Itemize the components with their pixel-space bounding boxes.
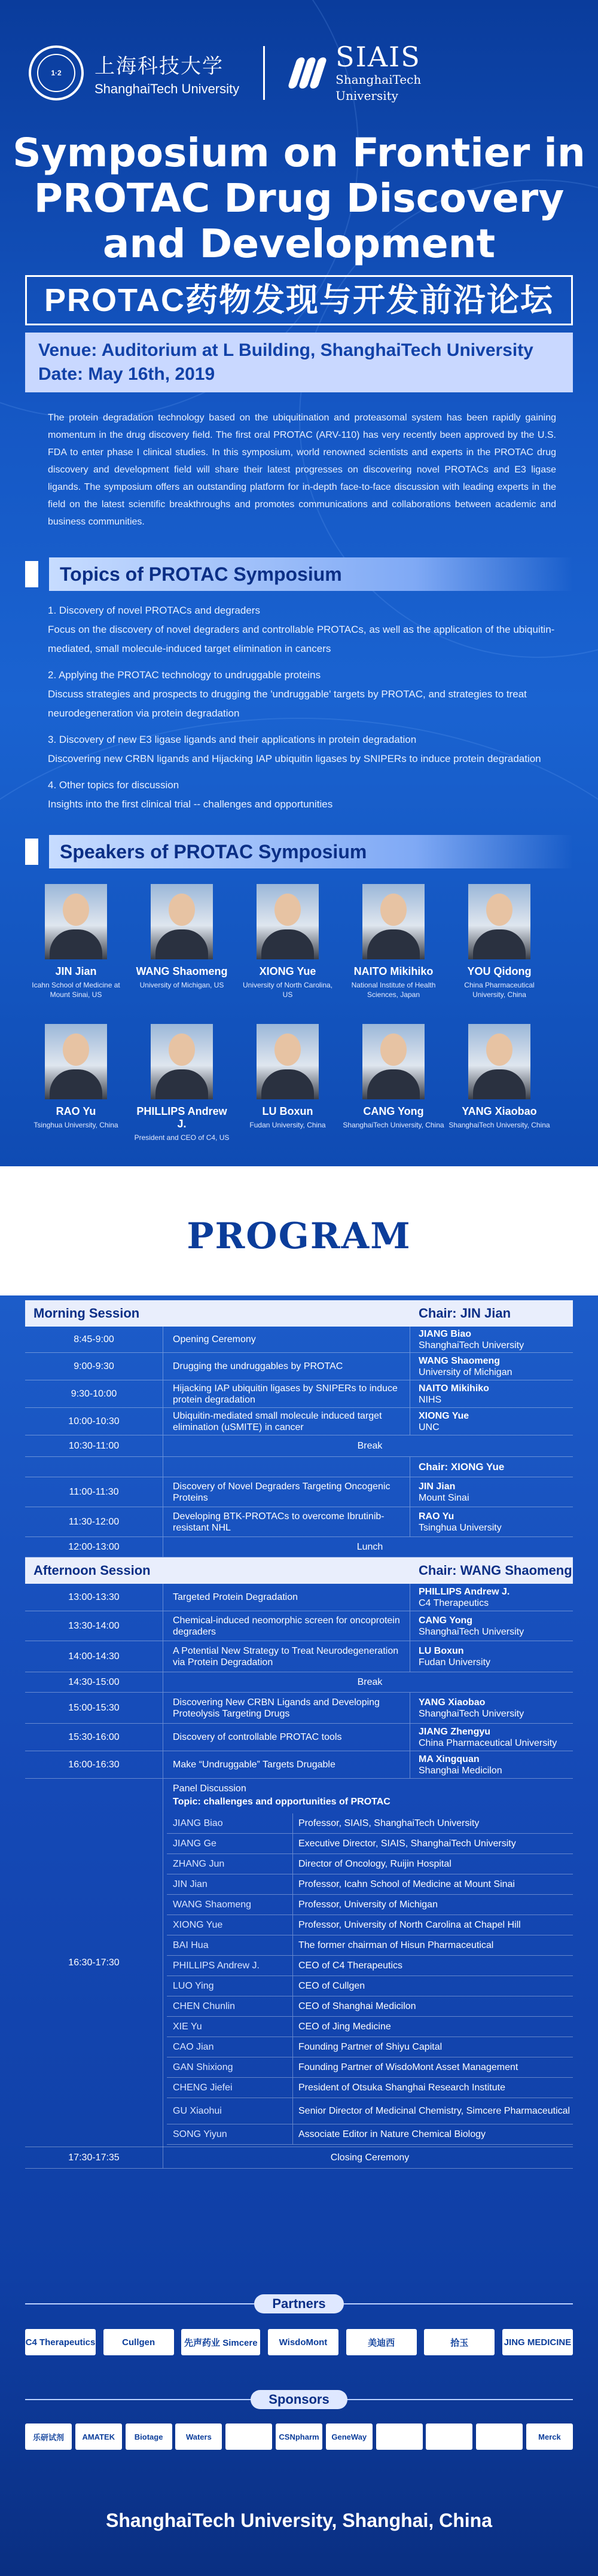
speaker-photo: [45, 1024, 107, 1099]
row-speaker: [414, 1724, 573, 1751]
program-row: [25, 1507, 573, 1537]
row-speaker: [414, 1353, 573, 1380]
siais-name: SIAIS: [335, 41, 421, 73]
sponsor-logo: [225, 2423, 272, 2450]
speaker-name: PHILLIPS Andrew J.: [419, 1586, 510, 1597]
sponsors-heading-label: Sponsors: [251, 2390, 347, 2409]
speaker-name: RAO Yu: [419, 1511, 454, 1522]
speaker-affiliation: China Pharmaceutical University, China: [464, 981, 535, 999]
column-divider: [292, 1996, 293, 2016]
column-divider: [292, 2017, 293, 2037]
program-row: [25, 1584, 573, 1611]
row-title: Developing BTK-PROTACs to overcome Ibrutinib-resistant NHL: [173, 1511, 385, 1533]
speaker-card: [343, 1024, 444, 1130]
panel-time: 16:30-17:30: [68, 1958, 120, 1968]
speaker-photo: [362, 1024, 425, 1099]
partners-heading: [25, 2294, 573, 2313]
speaker-photo: [257, 1024, 319, 1099]
partner-logo: 拾玉: [424, 2329, 495, 2355]
photo-body: [261, 929, 314, 959]
program-row: [25, 1672, 573, 1693]
speaker-name: XIONG Yue: [259, 965, 316, 977]
speaker-card: [343, 884, 444, 999]
photo-head: [169, 894, 195, 926]
photo-body: [155, 929, 208, 959]
speaker-photo: [468, 884, 530, 959]
speaker-affiliation: University of Michigan: [419, 1367, 512, 1377]
speaker-affiliation: National Institute of Health Sciences, Japan: [351, 981, 436, 999]
speaker-affiliation: Fudan University: [419, 1657, 491, 1667]
speaker-name: JIN Jian: [419, 1481, 456, 1492]
university-seal-icon: [29, 45, 84, 100]
panel-member-role: Executive Director, SIAIS, ShanghaiTech University: [298, 1839, 516, 1849]
panel-member-role: Founding Partner of Shiyu Capital: [298, 2042, 443, 2052]
photo-head: [63, 894, 89, 926]
panel-member-row: [167, 2057, 573, 2078]
speaker-name: CANG Yong: [363, 1105, 424, 1117]
speaker-affiliation: Tsinghua University: [419, 1522, 502, 1533]
sponsor-logo: [426, 2423, 472, 2450]
row-time: 13:30-14:00: [68, 1620, 120, 1631]
speaker-name: YANG Xiaobao: [462, 1105, 537, 1117]
panel-member-name: BAI Hua: [173, 1940, 209, 1950]
speaker-affiliation: Icahn School of Medicine at Mount Sinai, US: [32, 981, 120, 999]
speaker-affiliation: University of Michigan, US: [139, 981, 224, 989]
row-title: A Potential New Strategy to Treat Neurodegeneration via Protein Degradation: [173, 1645, 399, 1667]
partner-logo: JING MEDICINE: [502, 2329, 573, 2355]
speaker-affiliation: ShanghaiTech University: [419, 1626, 524, 1637]
speaker-card: [131, 884, 233, 990]
row-break: Break: [357, 1440, 383, 1451]
panel-member-name: XIONG Yue: [173, 1919, 223, 1930]
partner-logo: WisdoMont: [268, 2329, 338, 2355]
speaker-name: WANG Shaomeng: [136, 965, 228, 977]
speaker-affiliation: ShanghaiTech University: [419, 1340, 524, 1351]
date-line: Date: May 16th, 2019: [38, 364, 215, 384]
siais-sub2: University: [335, 89, 398, 103]
panel-member-role: The former chairman of Hisun Pharmaceutical: [298, 1940, 494, 1950]
intro-paragraph: The protein degradation technology based on the ubiquitination and proteasomal system has been rapidly gaining momentum in the drug discovery field. The first oral PROTAC (ARV-110) has very recently been approved by the U.S. FDA to enter phase I clinical studies. In this symposium, world renowned scientists and experts in the PROTAC drug discovery and development field will share their latest progresses on discovering novel PROTACs and E3 ligase ligands. The symposium offers an outstanding platform for in-depth face-to-face discussion with leading experts in the field on the latest scientific breakthroughs and promotes communications and collaborations between academic and business communities.: [48, 413, 556, 527]
program-row: [25, 1751, 573, 1779]
panel-member-name: CAO Jian: [173, 2041, 214, 2052]
row-time: 8:45-9:00: [74, 1334, 114, 1345]
panel-member-role: Professor, University of Michigan: [298, 1900, 438, 1910]
speaker-name: NAITO Mikihiko: [419, 1383, 489, 1394]
partner-logo: Cullgen: [103, 2329, 174, 2355]
panel-member-name: JIANG Ge: [173, 1838, 216, 1849]
panel-member-name: LUO Ying: [173, 1980, 214, 1991]
row-title: Discovering New CRBN Ligands and Developing Proteolysis Targeting Drugs: [173, 1697, 380, 1719]
program-row: [25, 1641, 573, 1672]
panel-member-row: [167, 1935, 573, 1956]
photo-head: [63, 1034, 89, 1066]
panel-member-name: GU Xiaohui: [173, 2105, 222, 2116]
speaker-photo: [257, 884, 319, 959]
panel-member-role: President of Otsuka Shanghai Research Institute: [298, 2083, 505, 2093]
photo-head: [486, 1034, 512, 1066]
sponsor-logos: [25, 2423, 573, 2450]
title-cn: PROTAC药物发现与开发前沿论坛: [25, 275, 573, 325]
panel-member-row: [167, 2124, 573, 2145]
program-row: [25, 1353, 573, 1380]
speaker-name: PHILLIPS Andrew J.: [136, 1105, 227, 1130]
column-divider: [292, 1935, 293, 1955]
logo-divider: [263, 46, 265, 100]
panel-member-role: Professor, SIAIS, ShanghaiTech University: [298, 1818, 480, 1828]
venue-band: [25, 333, 573, 392]
photo-head: [486, 894, 512, 926]
row-speaker: [414, 1327, 573, 1352]
row-title: Discovery of Novel Degraders Targeting Oncogenic Proteins: [173, 1481, 390, 1503]
sponsor-logo: [476, 2423, 523, 2450]
topic-title: 1. Discovery of novel PROTACs and degraders: [48, 605, 260, 616]
speaker-name: LU Boxun: [262, 1105, 313, 1117]
speaker-affiliation: NIHS: [419, 1394, 442, 1405]
speaker-photo: [151, 1024, 213, 1099]
speaker-affiliation: University of North Carolina, US: [242, 981, 333, 999]
panel-member-row: [167, 1874, 573, 1895]
panel-member-row: [167, 2017, 573, 2037]
closing-row: [25, 2147, 573, 2169]
program-section: [0, 1295, 598, 2276]
panel-member-name: PHILLIPS Andrew J.: [173, 1960, 260, 1971]
row-time: 14:00-14:30: [68, 1651, 120, 1662]
row-speaker: [414, 1693, 573, 1723]
topic-title: 3. Discovery of new E3 ligase ligands and their applications in protein degradation: [48, 734, 417, 745]
photo-head: [169, 1034, 195, 1066]
speaker-name: JIANG Zhengyu: [419, 1726, 491, 1737]
row-title: Hijacking IAP ubiquitin ligases by SNIPERs to induce protein degradation: [173, 1383, 398, 1405]
row-time: 12:00-13:00: [68, 1541, 120, 1552]
photo-body: [367, 1069, 420, 1099]
sponsor-logo: [376, 2423, 423, 2450]
panel-member-name: JIN Jian: [173, 1879, 208, 1889]
session-header: [25, 1300, 573, 1327]
column-divider: [292, 2078, 293, 2098]
heading-marker: [25, 561, 38, 587]
row-title: Targeted Protein Degradation: [173, 1592, 298, 1602]
speaker-affiliation: ShanghaiTech University, China: [448, 1121, 550, 1129]
panel-member-role: CEO of Shanghai Medicilon: [298, 2001, 416, 2011]
sponsor-logo: AMATEK: [75, 2423, 122, 2450]
row-time: 11:30-12:00: [68, 1516, 120, 1527]
panel-member-role: CEO of Jing Medicine: [298, 2022, 391, 2032]
column-divider: [292, 1834, 293, 1853]
panel-member-name: ZHANG Jun: [173, 1858, 225, 1869]
panel-topic: Topic: challenges and opportunities of PROTAC: [173, 1797, 390, 1807]
panel-member-role: Associate Editor in Nature Chemical Biology: [298, 2129, 486, 2139]
speaker-affiliation: Fudan University, China: [249, 1121, 326, 1129]
panel-member-name: CHEN Chunlin: [173, 2001, 236, 2011]
topics-heading: [25, 556, 573, 592]
photo-body: [50, 929, 102, 959]
topics-heading-label: Topics of PROTAC Symposium: [49, 557, 573, 591]
seal-text: 1·2: [37, 54, 75, 92]
session-label: Afternoon Session: [33, 1563, 151, 1578]
partner-logo: 先声药业 Simcere: [181, 2329, 260, 2355]
column-divider: [292, 1813, 293, 1833]
university-name-block: [94, 50, 239, 97]
venue-line: Venue: Auditorium at L Building, ShanghaiTech University: [38, 340, 533, 360]
speaker-name: JIN Jian: [55, 965, 97, 977]
speaker-name: YANG Xiaobao: [419, 1697, 486, 1708]
panel-member-row: [167, 1956, 573, 1976]
panel-member-name: XIE Yu: [173, 2021, 202, 2032]
title-line-2: PROTAC Drug Discovery: [33, 175, 565, 221]
university-name-cn: 上海科技大学: [94, 54, 224, 78]
panel-member-role: Director of Oncology, Ruijin Hospital: [298, 1859, 451, 1869]
column-divider: [292, 2124, 293, 2144]
row-closing: Closing Ceremony: [330, 2152, 410, 2163]
speakers-heading: [25, 834, 573, 870]
row-title: Ubiquitin-mediated small molecule induced target elimination (uSMITE) in cancer: [173, 1410, 382, 1432]
speaker-affiliation: China Pharmaceutical University: [419, 1737, 557, 1748]
column-divider: [292, 2098, 293, 2124]
speaker-photo: [362, 884, 425, 959]
session-header: [25, 1557, 573, 1584]
speaker-name: XIONG Yue: [419, 1410, 469, 1421]
topic-title: 4. Other topics for discussion: [48, 779, 179, 791]
speaker-affiliation: ShanghaiTech University: [419, 1708, 524, 1719]
speaker-name: RAO Yu: [56, 1105, 96, 1117]
speaker-affiliation: President and CEO of C4, US: [134, 1133, 230, 1142]
topics-list: [48, 601, 562, 814]
university-name-en: ShanghaiTech University: [94, 81, 240, 96]
speaker-affiliation: C4 Therapeutics: [419, 1598, 489, 1608]
row-time: 14:30-15:00: [68, 1676, 120, 1687]
row-title: Discovery of controllable PROTAC tools: [173, 1732, 342, 1742]
panel-member-row: [167, 1813, 573, 1834]
speaker-card: [448, 1024, 550, 1130]
column-divider: [292, 2057, 293, 2077]
row-break: Break: [357, 1676, 383, 1687]
photo-head: [274, 1034, 301, 1066]
speaker-photo: [468, 1024, 530, 1099]
sponsors-heading: [25, 2390, 573, 2409]
speaker-card: [131, 1024, 233, 1142]
program-row: [25, 1537, 573, 1557]
panel-member-role: Founding Partner of WisdoMont Asset Management: [298, 2062, 518, 2072]
speaker-name: JIANG Biao: [419, 1328, 472, 1339]
heading-marker: [25, 839, 38, 865]
row-time: 11:00-11:30: [69, 1486, 119, 1497]
program-row: [25, 1435, 573, 1457]
row-time: 10:30-11:00: [68, 1440, 120, 1451]
program-row: [25, 1327, 573, 1353]
row-time: 10:00-10:30: [68, 1416, 120, 1426]
column-divider: [292, 1976, 293, 1996]
siais-sub1: ShanghaiTech: [335, 72, 422, 87]
panel-member-name: JIANG Biao: [173, 1818, 223, 1828]
row-time: 16:00-16:30: [68, 1759, 120, 1770]
column-divider: [292, 1874, 293, 1894]
panel-member-name: SONG Yiyun: [173, 2129, 227, 2139]
program-row: [25, 1693, 573, 1724]
panel-member-row: [167, 2078, 573, 2098]
row-time: 15:30-16:00: [68, 1731, 120, 1742]
partners-sponsors-section: [0, 2276, 598, 2576]
column-divider: [292, 1915, 293, 1935]
column-divider: [292, 2037, 293, 2057]
speaker-name: WANG Shaomeng: [419, 1355, 501, 1366]
photo-body: [50, 1069, 102, 1099]
panel-discussion: [25, 1779, 573, 2147]
column-divider: [292, 1895, 293, 1915]
title-line-3: and Development: [102, 221, 496, 267]
panel-member-role: CEO of C4 Therapeutics: [298, 1961, 403, 1971]
program-row: [25, 1380, 573, 1408]
panel-member-name: WANG Shaomeng: [173, 1899, 252, 1910]
row-title: Make “Undruggable” Targets Drugable: [173, 1760, 335, 1770]
speaker-affiliation: ShanghaiTech University, China: [343, 1121, 444, 1129]
photo-body: [367, 929, 420, 959]
row-speaker: [414, 1751, 573, 1778]
panel-member-row: [167, 2098, 573, 2124]
speaker-card: [448, 884, 550, 999]
speaker-affiliation: Tsinghua University, China: [33, 1121, 118, 1129]
session-label: Morning Session: [33, 1306, 140, 1321]
panel-member-row: [167, 1976, 573, 1996]
row-break: Lunch: [356, 1541, 383, 1552]
session-chair: Chair: XIONG Yue: [419, 1461, 505, 1473]
photo-head: [380, 1034, 407, 1066]
speaker-name: YOU Qidong: [467, 965, 532, 977]
panel-member-row: [167, 2037, 573, 2057]
row-speaker: [414, 1477, 573, 1507]
speaker-card: [237, 884, 338, 999]
row-speaker: [414, 1611, 573, 1641]
session-chair: Chair: WANG Shaomeng: [419, 1563, 572, 1578]
panel-member-role: Senior Director of Medicinal Chemistry, Simcere Pharmaceutical: [298, 2106, 570, 2116]
row-speaker: [414, 1507, 573, 1537]
speaker-name: MA Xingquan: [419, 1754, 480, 1764]
panel-member-role: Professor, Icahn School of Medicine at Mount Sinai: [298, 1879, 515, 1889]
row-speaker: [414, 1380, 573, 1407]
photo-head: [380, 894, 407, 926]
row-speaker: [414, 1408, 573, 1435]
photo-body: [473, 929, 526, 959]
topic-desc: Focus on the discovery of novel degraders and controllable PROTACs, as well as the application of the ubiquitin-mediated, small molecule-induced target elimination in cancers: [48, 624, 555, 654]
speaker-name: CANG Yong: [419, 1615, 473, 1626]
row-title: Chemical-induced neomorphic screen for oncoprotein degraders: [173, 1615, 400, 1637]
speaker-photo: [151, 884, 213, 959]
speaker-card: [25, 884, 127, 999]
partner-logos: [25, 2329, 573, 2355]
main-title: [0, 130, 598, 267]
sponsor-logo: Merck: [526, 2423, 573, 2450]
speaker-affiliation: UNC: [419, 1422, 440, 1432]
panel-member-role: Professor, University of North Carolina at Chapel Hill: [298, 1920, 521, 1930]
panel-member-row: [167, 1854, 573, 1874]
panel-header: [173, 1782, 390, 1809]
siais-logo-icon: [289, 55, 325, 91]
speaker-name: NAITO Mikihiko: [353, 965, 434, 977]
panel-member-name: CHENG Jiefei: [173, 2082, 233, 2093]
siais-name-block: [335, 43, 421, 103]
speaker-affiliation: Mount Sinai: [419, 1492, 469, 1503]
speaker-card: [237, 1024, 338, 1130]
sponsor-logo: CSNpharm: [276, 2423, 322, 2450]
topic-desc: Discuss strategies and prospects to drugging the 'undruggable' targets by PROTAC, and strategies to treat neurodegeneration via protein degradation: [48, 688, 527, 719]
sponsor-logo: 乐研试剂: [25, 2423, 72, 2450]
program-row: [25, 1724, 573, 1751]
speaker-card: [25, 1024, 127, 1130]
speaker-photo: [45, 884, 107, 959]
row-speaker: [414, 1641, 573, 1672]
program-title-band: [0, 1166, 598, 1295]
hero-section: [0, 0, 598, 1166]
sponsor-logo: Waters: [175, 2423, 222, 2450]
panel-member-row: [167, 1915, 573, 1935]
session-chair: Chair: JIN Jian: [419, 1306, 511, 1321]
panel-member-row: [167, 1895, 573, 1915]
row-title: Opening Ceremony: [173, 1334, 256, 1345]
program-row: [25, 1477, 573, 1507]
topic-title: 2. Applying the PROTAC technology to undruggable proteins: [48, 669, 321, 681]
title-line-1: Symposium on Frontier in: [13, 130, 585, 176]
panel-member-name: GAN Shixiong: [173, 2062, 233, 2072]
panel-label: Panel Discussion: [173, 1784, 246, 1794]
row-time: 17:30-17:35: [68, 2152, 120, 2163]
program-title: PROGRAM: [187, 1215, 411, 1257]
sponsor-logo: Biotage: [126, 2423, 172, 2450]
speaker-affiliation: Shanghai Medicilon: [419, 1765, 502, 1776]
row-time: 13:00-13:30: [68, 1592, 120, 1602]
speakers-heading-label: Speakers of PROTAC Symposium: [49, 835, 573, 868]
topic-desc: Discovering new CRBN ligands and Hijacking IAP ubiquitin ligases by SNIPERs to induce protein degradation: [48, 753, 541, 764]
row-title: Drugging the undruggables by PROTAC: [173, 1361, 343, 1371]
row-time: 9:00-9:30: [74, 1361, 114, 1371]
program-row: [25, 1408, 573, 1435]
program-row: [25, 1611, 573, 1641]
sponsor-logo: GeneWay: [326, 2423, 373, 2450]
logo-row: [29, 43, 421, 103]
partner-logo: C4 Therapeutics: [25, 2329, 96, 2355]
row-speaker: [414, 1584, 573, 1611]
topic-desc: Insights into the first clinical trial -- challenges and opportunities: [48, 798, 333, 810]
column-divider: [292, 1956, 293, 1976]
partner-logo: 美迪西: [346, 2329, 417, 2355]
partners-heading-label: Partners: [254, 2294, 343, 2313]
panel-member-row: [167, 1996, 573, 2017]
photo-body: [473, 1069, 526, 1099]
speaker-name: LU Boxun: [419, 1645, 464, 1656]
column-divider: [292, 1854, 293, 1874]
photo-body: [155, 1069, 208, 1099]
row-time: 9:30-10:00: [71, 1388, 117, 1399]
footer-text: ShanghaiTech University, Shanghai, China: [105, 2510, 493, 2531]
chair-row: [25, 1457, 573, 1477]
photo-head: [274, 894, 301, 926]
panel-member-role: CEO of Cullgen: [298, 1981, 365, 1991]
photo-body: [261, 1069, 314, 1099]
panel-member-row: [167, 1834, 573, 1854]
row-time: 15:00-15:30: [68, 1702, 120, 1713]
